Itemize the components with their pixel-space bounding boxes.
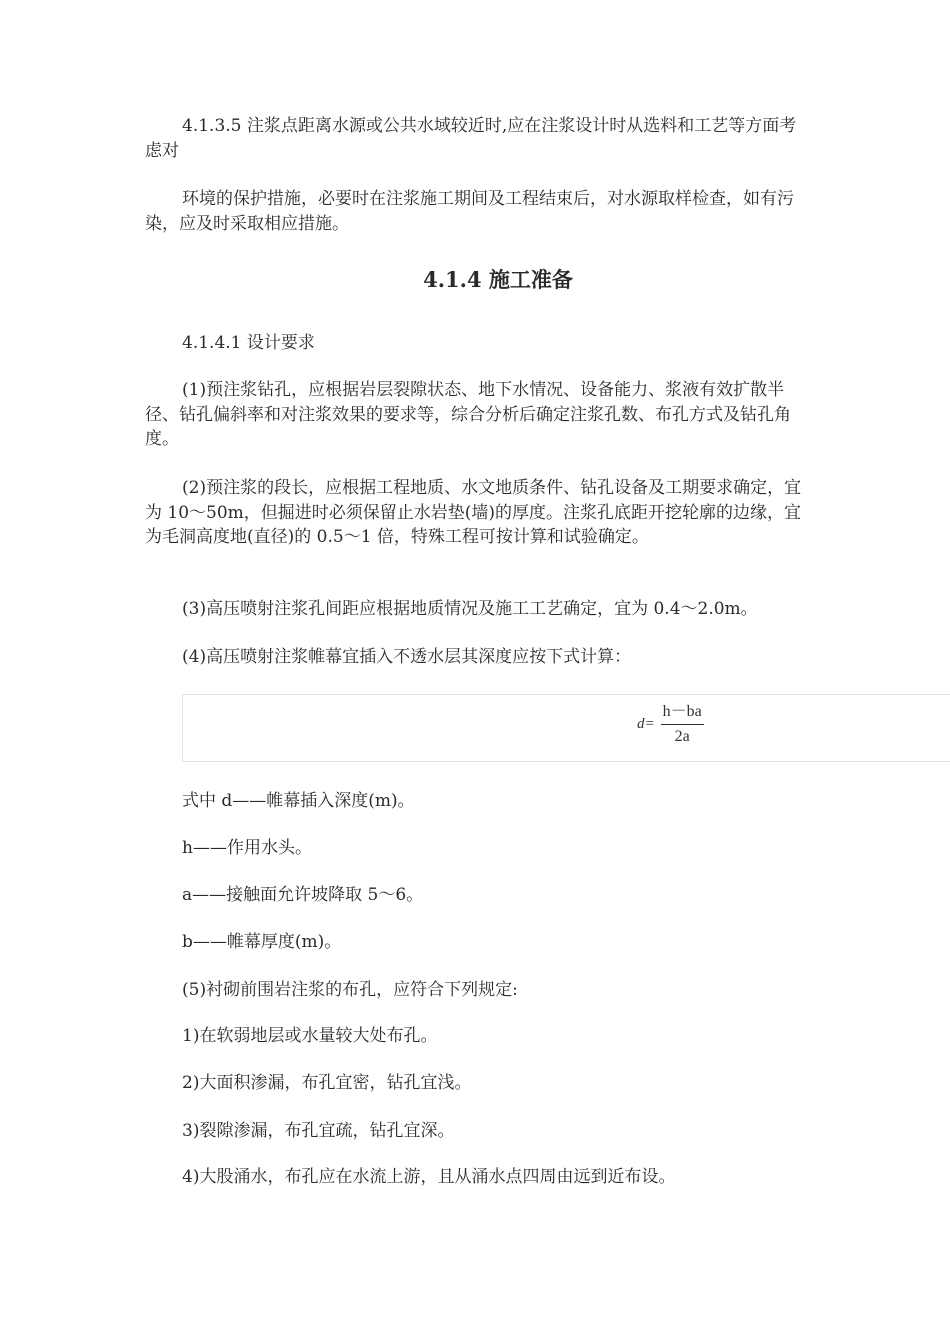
- section-heading-4-1-4: 4.1.4 施工准备: [423, 267, 573, 292]
- formula: [637, 703, 704, 746]
- formula-box: [182, 694, 950, 762]
- rules-intro: (5)衬砌前围岩注浆的布孔，应符合下列规定:: [182, 980, 518, 1000]
- definition-b: b——帷幕厚度(m)。: [182, 932, 342, 952]
- subsection-title-4-1-4-1: 4.1.4.1 设计要求: [182, 333, 315, 353]
- rule-item-1: 1)在软弱地层或水量较大处布孔。: [182, 1026, 438, 1046]
- rule-item-3: 3)裂隙渗漏，布孔宜疏，钻孔宜深。: [182, 1121, 455, 1141]
- formula-denominator: 2a: [674, 728, 690, 745]
- paragraph-item-4: (4)高压喷射注浆帷幕宜插入不透水层其深度应按下式计算：: [182, 647, 632, 667]
- definition-d: 式中 d——帷幕插入深度(m)。: [182, 791, 415, 811]
- paragraph-item-3: (3)高压喷射注浆孔间距应根据地质情况及施工工艺确定，宜为 0.4～2.0m。: [182, 599, 758, 619]
- paragraph-environment-protection: 环境的保护措施，必要时在注浆施工期间及工程结束后，对水源取样检查，如有污染，应及时采取相应措施。: [145, 189, 794, 234]
- formula-fraction: [661, 703, 704, 746]
- formula-numerator: h－ba: [661, 703, 704, 725]
- rule-item-4: 4)大股涌水，布孔应在水流上游，且从涌水点四周由远到近布设。: [182, 1167, 676, 1187]
- paragraph-item-1: (1)预注浆钻孔，应根据岩层裂隙状态、地下水情况、设备能力、浆液有效扩散半径、钻孔偏斜率和对注浆效果的要求等，综合分析后确定注浆孔数、布孔方式及钻孔角度。: [145, 380, 791, 449]
- paragraph-4-1-3-5: 4.1.3.5 注浆点距离水源或公共水域较近时,应在注浆设计时从选料和工艺等方面考虑对: [145, 116, 797, 161]
- paragraph-item-2: (2)预注浆的段长，应根据工程地质、水文地质条件、钻孔设备及工期要求确定，宜为 10～50m，但掘进时必须保留止水岩垫(墙)的厚度。注浆孔底距开挖轮廓的边缘，宜为毛洞高度地(直径)的 0.5～1 倍，特殊工程可按计算和试验确定。: [145, 478, 802, 547]
- definition-a: a——接触面允许坡降取 5～6。: [182, 885, 424, 905]
- definition-h: h——作用水头。: [182, 838, 312, 858]
- rule-item-2: 2)大面积渗漏，布孔宜密，钻孔宜浅。: [182, 1073, 472, 1093]
- formula-lhs: d=: [637, 716, 655, 732]
